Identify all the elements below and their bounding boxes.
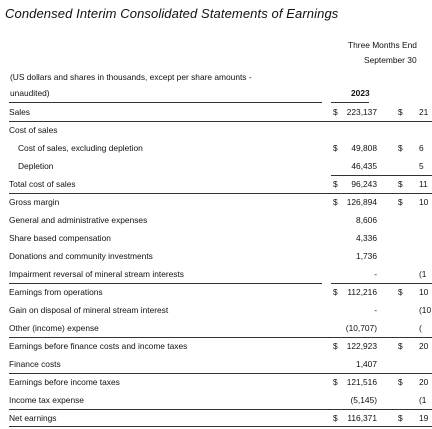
table-row-earnings-before-finance [9, 338, 432, 355]
row-value-2023: (10,707) [345, 323, 377, 333]
row-currency-prior: $ [398, 143, 403, 153]
table-row-general-admin [9, 212, 432, 229]
row-value-2023: 116,371 [347, 413, 377, 423]
period-header-line1: Three Months End [348, 40, 417, 50]
row-value-prior: 21 [419, 107, 429, 117]
rule-after-finance-costs [9, 373, 432, 374]
units-note-line2: unaudited) [10, 88, 50, 98]
table-row-earnings-before-taxes [9, 374, 432, 391]
row-value-2023: 8,606 [356, 215, 377, 225]
row-currency-2023: $ [333, 287, 338, 297]
row-value-2023: 223,137 [346, 107, 377, 117]
row-currency-prior: $ [398, 413, 403, 423]
row-label: Cost of sales [9, 125, 58, 135]
row-label: Share based compensation [9, 233, 111, 243]
row-label: Net earnings [9, 413, 57, 423]
row-currency-2023: $ [333, 413, 338, 423]
rule-after-total-cost [9, 193, 432, 194]
rule-before-total-cost-values [331, 175, 432, 176]
table-row-sales [9, 104, 432, 121]
row-label: Cost of sales, excluding depletion [18, 143, 143, 153]
row-label: Other (income) expense [9, 323, 99, 333]
row-label: Earnings before finance costs and income taxes [9, 341, 188, 351]
row-value-prior: 6 [419, 143, 424, 153]
row-label: Gross margin [9, 197, 60, 207]
row-value-2023: 1,736 [356, 251, 377, 261]
row-label: General and administrative expenses [9, 215, 148, 225]
row-currency-2023: $ [333, 197, 338, 207]
table-row-cost-excluding-depletion [9, 140, 432, 157]
row-value-prior: (1 [419, 395, 427, 405]
table-row-gross-margin [9, 194, 432, 211]
row-value-2023: - [374, 305, 377, 315]
row-currency-2023: $ [333, 143, 338, 153]
rule-before-earnings-from-ops-values [331, 283, 432, 284]
row-label: Impairment reversal of mineral stream interests [9, 269, 184, 279]
row-currency-prior: $ [398, 377, 403, 387]
row-label: Total cost of sales [9, 179, 76, 189]
row-value-2023: 1,407 [356, 359, 377, 369]
row-value-prior: 19 [419, 413, 429, 423]
row-value-prior: 20 [419, 377, 429, 387]
table-row-gain-on-disposal [9, 302, 432, 319]
table-row-cost-of-sales-heading [9, 122, 432, 139]
table-row-impairment-reversal [9, 266, 432, 283]
row-label: Earnings before income taxes [9, 377, 120, 387]
table-row-earnings-from-operations [9, 284, 432, 301]
row-label: Depletion [18, 161, 54, 171]
row-value-prior: 10 [419, 287, 429, 297]
row-currency-2023: $ [333, 107, 338, 117]
rule-after-other-expense [9, 337, 432, 338]
row-currency-prior: $ [398, 107, 403, 117]
row-label: Gain on disposal of mineral stream interest [9, 305, 169, 315]
row-label: Finance costs [9, 359, 61, 369]
row-value-2023: 4,336 [356, 233, 377, 243]
row-value-2023: - [374, 269, 377, 279]
units-note-line1: (US dollars and shares in thousands, except per share amounts - [10, 72, 252, 82]
rule-after-income-tax [9, 409, 432, 410]
row-currency-2023: $ [333, 377, 338, 387]
table-row-total-cost-of-sales [9, 176, 432, 193]
row-value-2023: 122,923 [346, 341, 377, 351]
row-value-prior: 5 [419, 161, 424, 171]
row-value-2023: 112,216 [347, 287, 377, 297]
header-rule-year [331, 102, 369, 103]
table-row-depletion [9, 158, 432, 175]
row-value-2023: 49,808 [351, 143, 377, 153]
row-value-2023: 126,894 [346, 197, 377, 207]
row-value-2023: 121,516 [346, 377, 377, 387]
row-currency-prior: $ [398, 197, 403, 207]
rule-after-impairment [9, 283, 322, 284]
table-row-income-tax-expense [9, 392, 432, 409]
rule-after-net-earnings [9, 426, 432, 427]
row-currency-prior: $ [398, 341, 403, 351]
row-value-prior: (1 [419, 269, 427, 279]
row-label: Sales [9, 107, 30, 117]
statement-title: Condensed Interim Consolidated Statements of Earnings [5, 6, 339, 21]
row-currency-2023: $ [333, 341, 338, 351]
rule-after-sales [9, 121, 432, 122]
table-row-finance-costs [9, 356, 432, 373]
row-currency-2023: $ [333, 179, 338, 189]
row-label: Donations and community investments [9, 251, 153, 261]
row-value-prior: 20 [419, 341, 429, 351]
table-row-other-income-expense [9, 320, 432, 337]
row-value-prior: ( [419, 323, 422, 333]
row-value-prior: 10 [419, 197, 429, 207]
table-row-donations [9, 248, 432, 265]
row-value-2023: 46,435 [351, 161, 377, 171]
row-value-prior: 11 [419, 179, 428, 189]
period-header-line2: September 30 [364, 55, 417, 65]
row-currency-prior: $ [398, 179, 403, 189]
year-header: 2023 [351, 88, 370, 98]
row-value-prior: (10 [419, 305, 432, 315]
row-value-2023: (5,145) [350, 395, 377, 405]
row-label: Earnings from operations [9, 287, 103, 297]
header-rule-left [9, 102, 322, 103]
table-row-share-based-comp [9, 230, 432, 247]
row-label: Income tax expense [9, 395, 84, 405]
row-currency-prior: $ [398, 287, 403, 297]
table-row-net-earnings [9, 410, 432, 427]
row-value-2023: 96,243 [351, 179, 377, 189]
